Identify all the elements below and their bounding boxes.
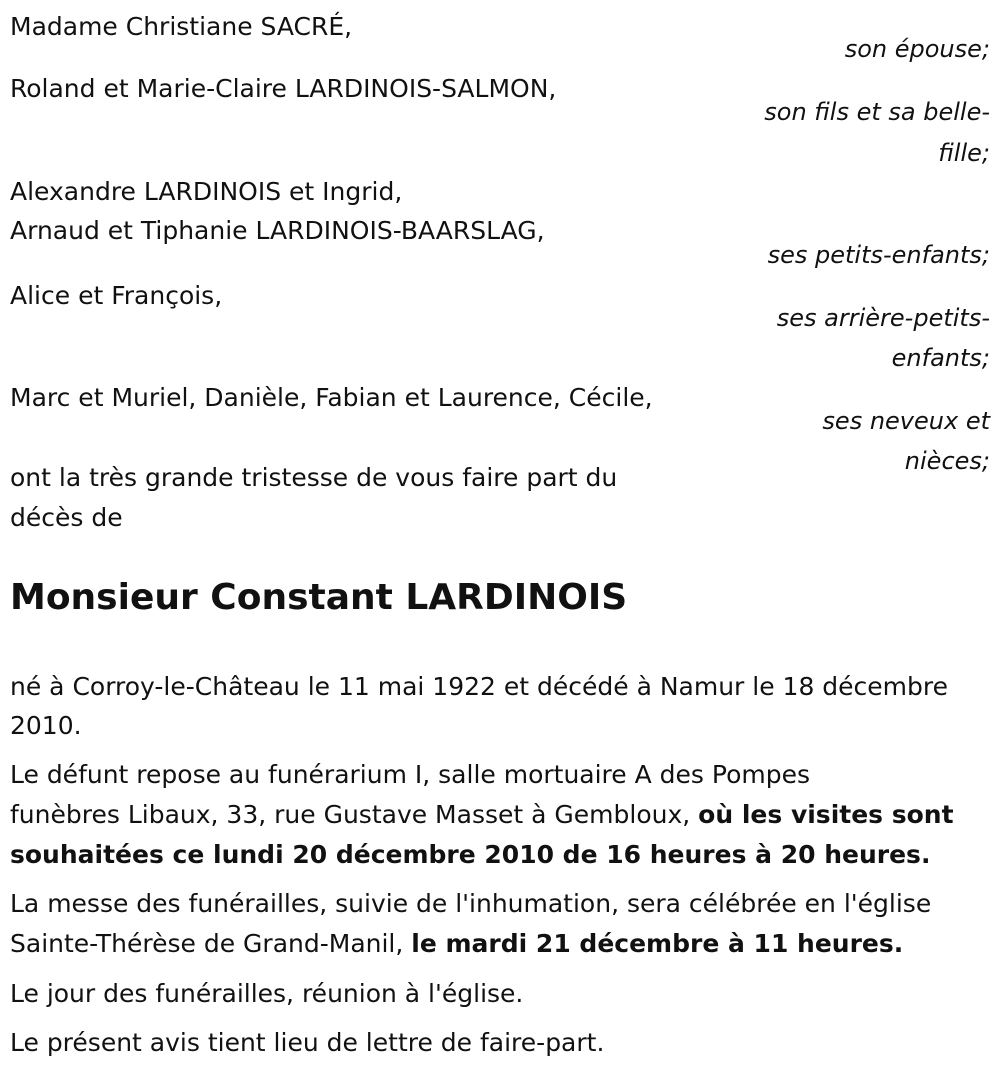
relation-son-line1: son fils et sa belle- xyxy=(764,98,990,126)
visitation-line2-plain: funèbres Libaux, 33, rue Gustave Masset à Gembloux, xyxy=(10,800,699,829)
family-names-grandchildren-1: Alexandre LARDINOIS et Ingrid, xyxy=(10,177,403,206)
family-names-spouse: Madame Christiane SACRÉ, xyxy=(10,12,353,41)
deceased-name: Monsieur Constant LARDINOIS xyxy=(10,577,628,618)
family-names-grandchildren-2: Arnaud et Tiphanie LARDINOIS-BAARSLAG, xyxy=(10,216,545,245)
funeral-line1: La messe des funérailles, suivie de l'inhumation, sera célébrée en l'église xyxy=(10,889,932,918)
visitation-line3: souhaitées ce lundi 20 décembre 2010 de 16 heures à 20 heures. xyxy=(10,840,931,869)
birth-death-line1: né à Corroy-le-Château le 11 mai 1922 et décédé à Namur le 18 décembre xyxy=(10,672,949,701)
notice-text: Le présent avis tient lieu de lettre de faire-part. xyxy=(10,1028,605,1057)
meeting-text: Le jour des funérailles, réunion à l'église. xyxy=(10,979,524,1008)
relation-son-line2: fille; xyxy=(938,139,990,167)
visitation-line2-bold: où les visites sont xyxy=(698,800,954,829)
family-names-son: Roland et Marie-Claire LARDINOIS-SALMON, xyxy=(10,74,557,103)
visitation-line2 xyxy=(10,795,954,835)
announcement-line1: ont la très grande tristesse de vous faire part du xyxy=(10,463,618,492)
family-names-nephews: Marc et Muriel, Danièle, Fabian et Laurence, Cécile, xyxy=(10,383,653,412)
relation-great-grandchildren-line2: enfants; xyxy=(891,344,990,372)
funeral-line2 xyxy=(10,924,903,964)
relation-spouse: son épouse; xyxy=(844,35,990,63)
relation-nephews-line1: ses neveux et xyxy=(822,407,990,435)
birth-death-line2: 2010. xyxy=(10,711,82,740)
funeral-line2-plain: Sainte-Thérèse de Grand-Manil, xyxy=(10,929,412,958)
family-names-great-grandchildren: Alice et François, xyxy=(10,281,223,310)
relation-grandchildren: ses petits-enfants; xyxy=(767,241,990,269)
funeral-line2-bold: le mardi 21 décembre à 11 heures. xyxy=(411,929,904,958)
relation-nephews-line2: nièces; xyxy=(904,447,990,475)
visitation-line1: Le défunt repose au funérarium I, salle mortuaire A des Pompes xyxy=(10,760,810,789)
announcement-line2: décès de xyxy=(10,503,123,532)
relation-great-grandchildren-line1: ses arrière-petits- xyxy=(776,304,990,332)
